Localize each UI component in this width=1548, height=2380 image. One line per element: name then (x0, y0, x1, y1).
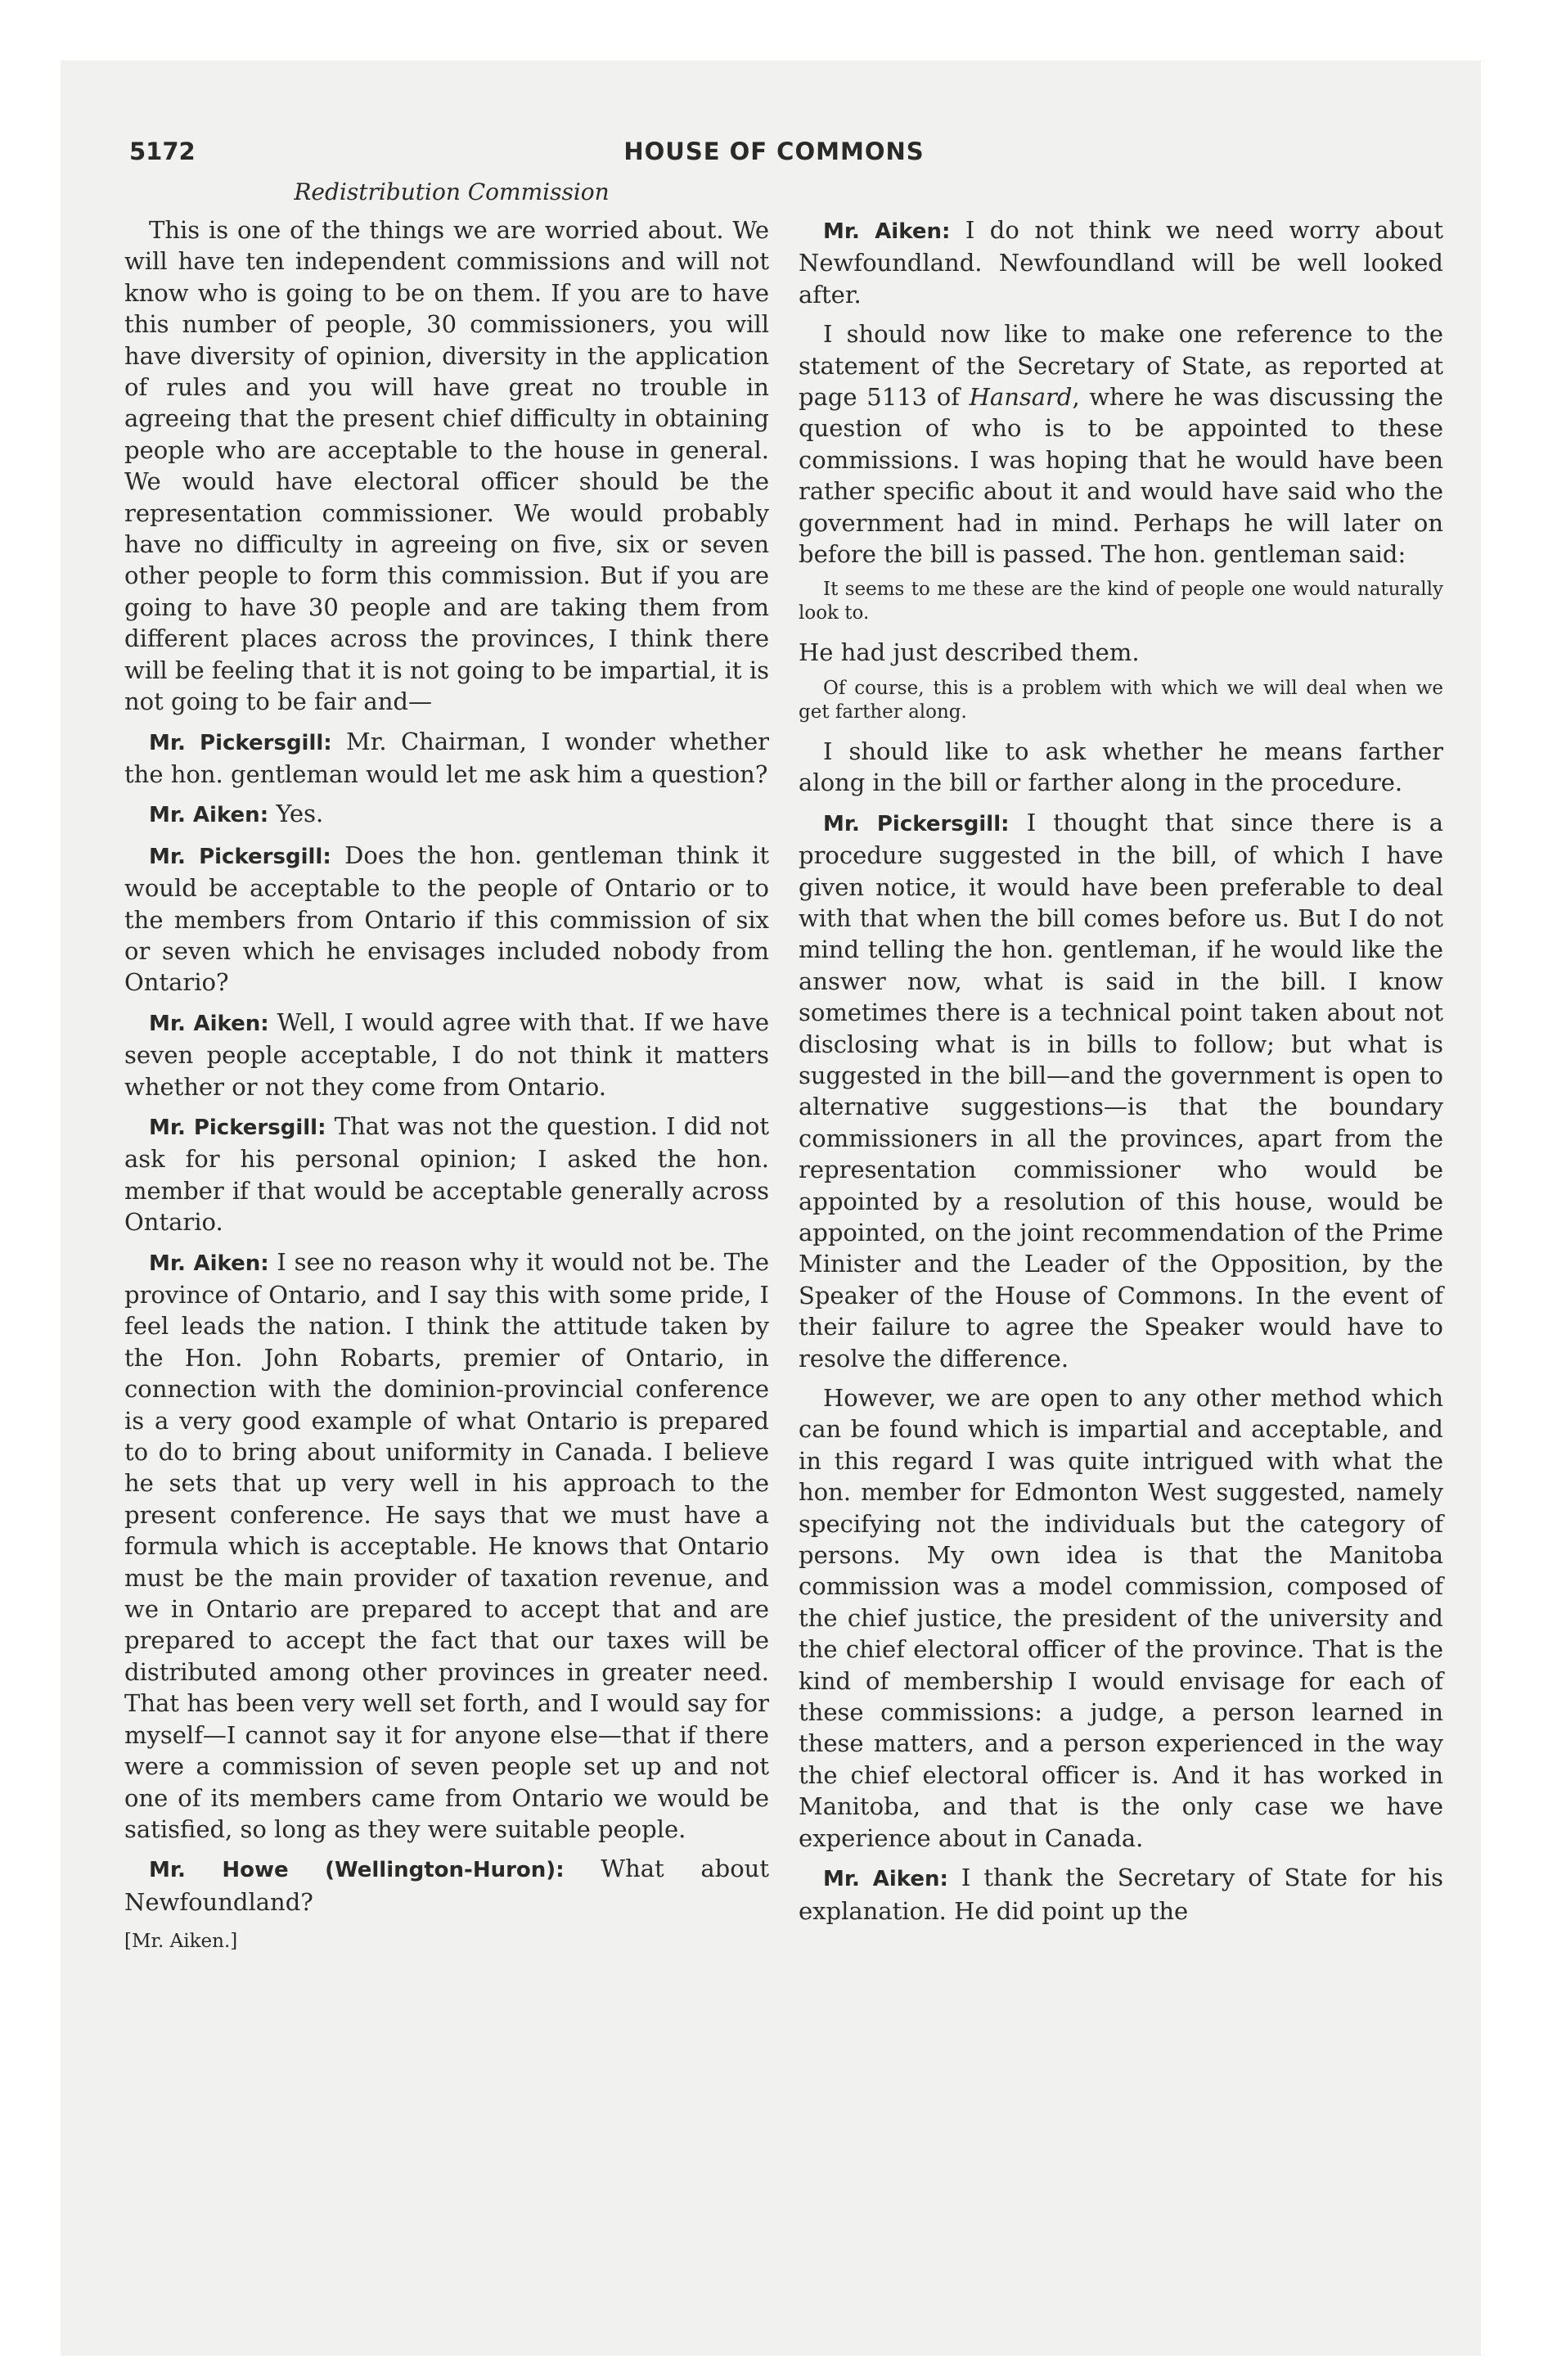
block-quote: It seems to me these are the kind of people one would naturally look to. (799, 579, 1443, 624)
speaker-name: Mr. Aiken: (149, 1251, 269, 1276)
paragraph: However, we are open to any other method which can be found which is impartial and acceptable, and in this regard I was quite intrigued with what the hon. member for Edmonton West suggested, namely specifying not the individuals but the category of persons. My own idea is that the Manitoba commission was a model commission, composed of the chief justice, the president of the university and the chief electoral officer of the province. That is the kind of membership I would envisage for each of these commissions: a judge, a person learned in these matters, and a person experienced in the way the chief electoral officer is. And it has worked in Manitoba, and that is the only case we have experience about in Canada. (799, 1384, 1443, 1852)
page-number: 5172 (129, 137, 196, 165)
paragraph: He had just described them. (799, 638, 1140, 667)
speech: Mr. Pickersgill: I thought that since there is a procedure suggested in the bill, of which I have given notice, it would have been preferable to deal with that when the bill comes before us. But I do not mind telling the hon. gentleman, if he would like the answer now, what is said in the bill. I know sometimes there is a technical point taken about not disclosing what is in bills to follow; but what is suggested in the bill—and the government is open to alternative suggestions—is that the boundary commissioners in all the provinces, apart from the representation commissioner who would be appointed by a resolution of this house, would be appointed, on the joint recommendation of the Prime Minister and the Leader of the Opposition, by the Speaker of the House of Commons. In the event of their failure to agree the Speaker would have to resolve the difference. (799, 808, 1443, 1373)
speech: Mr. Aiken: I do not think we need worry about Newfoundland. Newfoundland will be well looked after. (799, 216, 1443, 309)
speaker-name: Mr. Aiken: (823, 1867, 948, 1892)
speaker-name: Mr. Pickersgill: (149, 844, 331, 869)
speech: Mr. Pickersgill: Does the hon. gentleman think it would be acceptable to the people of Ontario or to the members from Ontario if this commission of six or seven which he envisages included nobody from Ontario? (124, 841, 769, 997)
speech: Mr. Aiken: I see no reason why it would not be. The province of Ontario, and I say this with some pride, I feel leads the nation. I think the attitude taken by the Hon. John Robarts, premier of Ontario, in connection with the dominion-provincial conference is a very good example of what Ontario is prepared to do to bring about uniformity in Canada. I believe he sets that up very well in his approach to the present conference. He says that we must have a formula which is acceptable. He knows that Ontario must be the main provider of taxation revenue, and we in Ontario are prepared to accept that and are prepared to accept the fact that our taxes will be distributed among other provinces in greater need. That has been very well set forth, and I would say for myself—I cannot say it for anyone else—that if there were a commission of seven people set up and not one of its members came from Ontario we would be satisfied, so long as they were suitable people. (124, 1247, 770, 1843)
speaker-name: Mr. Pickersgill: (149, 730, 332, 755)
left-column (124, 214, 769, 1966)
subject-heading: Redistribution Commission (294, 178, 610, 205)
speaker-name: Mr. Aiken: (823, 219, 951, 244)
speaker-name: Mr. Howe (Wellington-Huron): (149, 1858, 565, 1883)
speaker-name: Mr. Aiken: (149, 1011, 269, 1036)
block-quote: Of course, this is a problem with which we will deal when we get farther along. (799, 677, 1443, 723)
paragraph: This is one of the things we are worried about. We will have ten independent commissions and will not know who is going to be on them. If you are to have this number of people, 30 commissioners, you will have diversity of opinion, diversity in the application of rules and you will have great no trouble in agreeing that the present chief difficulty in obtaining people who are acceptable to the house in general. We would have electoral officer should be the representation commissioner. We would probably have no difficulty in agreeing on five, six or seven other people to form this commission. But if you are going to have 30 people and are taking them from different places across the provinces, I think there will be feeling that it is not going to be impartial, it is not going to be fair and— (124, 216, 769, 716)
speaker-reference-footer: [Mr. Aiken.] (124, 1931, 238, 1953)
publication-title: Hansard (969, 383, 1073, 412)
speech: Mr. Aiken: Yes. (149, 800, 324, 828)
paragraph: I should now like to make one reference to the statement of the Secretary of State, as reported at page 5113 of Hansard, where he was discussing the question of who is to be appointed to these commissions. I was hoping that he would have been rather specific about it and would have said who the government had in mind. Perhaps he will later on before the bill is passed. The hon. gentleman said: (799, 320, 1443, 569)
speaker-name: Mr. Pickersgill: (149, 1115, 326, 1140)
running-title: HOUSE OF COMMONS (623, 137, 925, 165)
speech: Mr. Aiken: Well, I would agree with that. If we have seven people acceptable, I do not think it matters whether or not they come from Ontario. (124, 1007, 769, 1101)
speech: Mr. Pickersgill: Mr. Chairman, I wonder whether the hon. gentleman would let me ask him a question? (124, 727, 769, 788)
speaker-name: Mr. Aiken: (149, 803, 269, 828)
page-header (129, 137, 1419, 174)
speech: Mr. Pickersgill: That was not the question. I did not ask for his personal opinion; I asked the hon. member if that would be acceptable generally across Ontario. (124, 1111, 769, 1237)
speaker-name: Mr. Pickersgill: (823, 811, 1010, 836)
right-column (799, 214, 1443, 1935)
speech: Mr. Aiken: I thank the Secretary of State for his explanation. He did point up the (799, 1864, 1444, 1925)
speech: Mr. Howe (Wellington-Huron): What about Newfoundland? (124, 1855, 769, 1916)
paragraph: I should like to ask whether he means farther along in the bill or farther along in the procedure. (799, 737, 1443, 797)
